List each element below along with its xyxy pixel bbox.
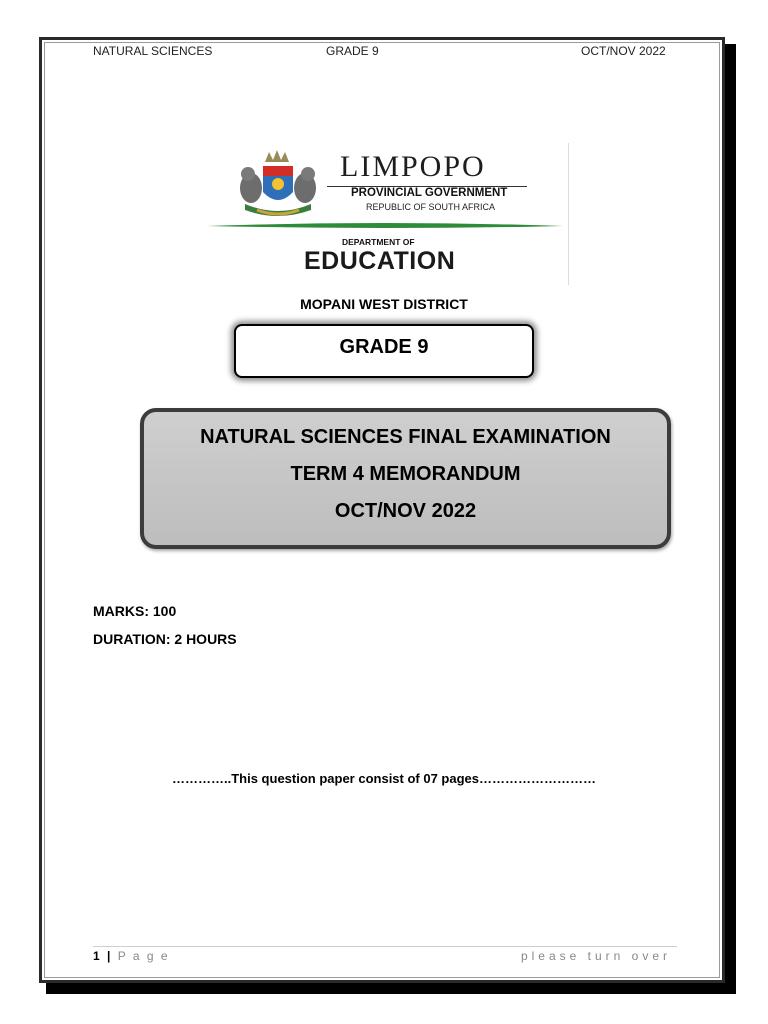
exam-title-box xyxy=(140,408,671,549)
grade-label: GRADE 9 xyxy=(339,336,429,358)
exam-title-line-3: OCT/NOV 2022 xyxy=(334,500,477,522)
marks: MARKS: 100 xyxy=(93,603,177,619)
logo-country: REPUBLIC OF SOUTH AFRICA xyxy=(366,202,496,212)
footer-page-label: P a g e xyxy=(117,949,170,963)
logo-title: LIMPOPO xyxy=(340,150,486,183)
footer-page-number: 1 xyxy=(93,949,102,963)
page-count-note: …………..This question paper consist of 07 pages……………………… xyxy=(172,771,596,786)
exam-title-line-2: TERM 4 MEMORANDUM xyxy=(290,463,521,485)
logo-department-name: EDUCATION xyxy=(304,247,456,275)
footer-separator: | xyxy=(107,949,113,963)
logo-divider xyxy=(568,143,569,285)
grade-box xyxy=(234,324,534,378)
footer-page-indicator xyxy=(93,949,170,963)
header-subject: NATURAL SCIENCES xyxy=(93,44,213,58)
header-session: OCT/NOV 2022 xyxy=(581,44,666,58)
header-grade: GRADE 9 xyxy=(326,44,379,58)
footer-divider xyxy=(93,946,677,947)
logo-department: DEPARTMENT OF xyxy=(342,237,415,247)
exam-title-line-1: NATURAL SCIENCES FINAL EXAMINATION xyxy=(200,426,611,448)
footer-turn-over: please turn over xyxy=(520,949,671,963)
duration: DURATION: 2 HOURS xyxy=(93,631,237,647)
logo-subtitle: PROVINCIAL GOVERNMENT xyxy=(351,187,508,199)
district-name: MOPANI WEST DISTRICT xyxy=(300,296,468,312)
